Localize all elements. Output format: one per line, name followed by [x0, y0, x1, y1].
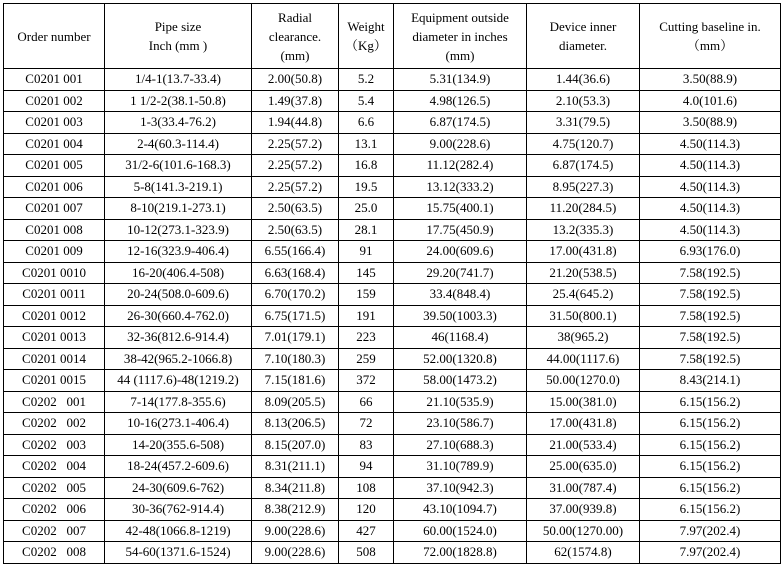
outside-diameter-cell: 31.10(789.9): [394, 456, 527, 478]
table-row: [4, 391, 781, 413]
outside-diameter-cell: 52.00(1320.8): [394, 348, 527, 370]
cutting-baseline-cell: 6.93(176.0): [640, 241, 781, 263]
table-row: [4, 305, 781, 327]
order-number-cell: C0201 0011: [4, 284, 105, 306]
cutting-baseline-cell: 4.50(114.3): [640, 219, 781, 241]
weight-cell: 13.1: [339, 133, 394, 155]
cutting-baseline-cell: 7.58(192.5): [640, 348, 781, 370]
cutting-baseline-header: [640, 4, 781, 69]
radial-clearance-cell: 9.00(228.6): [252, 542, 339, 564]
weight-cell: 120: [339, 499, 394, 521]
pipe-size-cell: 20-24(508.0-609.6): [105, 284, 252, 306]
cutting-baseline-cell: 4.50(114.3): [640, 176, 781, 198]
order-number-cell: C0201 004: [4, 133, 105, 155]
inner-diameter-cell: 17.00(431.8): [527, 413, 640, 435]
inner-diameter-cell: 2.10(53.3): [527, 90, 640, 112]
outside-diameter-cell: 27.10(688.3): [394, 434, 527, 456]
weight-cell: 72: [339, 413, 394, 435]
order-number-cell: C0202 001: [4, 391, 105, 413]
pipe-size-cell: 14-20(355.6-508): [105, 434, 252, 456]
order-number-cell: C0201 0014: [4, 348, 105, 370]
weight-cell: 108: [339, 477, 394, 499]
pipe-size-cell: 1 1/2-2(38.1-50.8): [105, 90, 252, 112]
radial-clearance-cell: 2.25(57.2): [252, 155, 339, 177]
weight-cell: 145: [339, 262, 394, 284]
radial-clearance-cell: 8.31(211.1): [252, 456, 339, 478]
outside-diameter-cell: 17.75(450.9): [394, 219, 527, 241]
table-row: [4, 413, 781, 435]
header-line: Order number: [17, 28, 91, 44]
outside-diameter-cell: 23.10(586.7): [394, 413, 527, 435]
radial-clearance-cell: 2.50(63.5): [252, 198, 339, 220]
inner-diameter-cell: 44.00(1117.6): [527, 348, 640, 370]
inner-diameter-cell: 31.00(787.4): [527, 477, 640, 499]
table-row: [4, 155, 781, 177]
inner-diameter-cell: 62(1574.8): [527, 542, 640, 564]
inner-diameter-cell: 17.00(431.8): [527, 241, 640, 263]
inner-diameter-cell: 31.50(800.1): [527, 305, 640, 327]
cutting-baseline-cell: 6.15(156.2): [640, 413, 781, 435]
weight-cell: 223: [339, 327, 394, 349]
outside-diameter-cell: 21.10(535.9): [394, 391, 527, 413]
inner-diameter-cell: 21.20(538.5): [527, 262, 640, 284]
order-number-cell: C0201 007: [4, 198, 105, 220]
radial-clearance-cell: 6.55(166.4): [252, 241, 339, 263]
table-row: [4, 499, 781, 521]
order-number-cell: C0201 008: [4, 219, 105, 241]
table-row: [4, 112, 781, 134]
radial-clearance-cell: 7.10(180.3): [252, 348, 339, 370]
order-number-cell: C0202 004: [4, 456, 105, 478]
pipe-size-cell: 1/4-1(13.7-33.4): [105, 69, 252, 91]
pipe-size-cell: 32-36(812.6-914.4): [105, 327, 252, 349]
header-line: Device inner: [549, 19, 617, 34]
weight-cell: 427: [339, 520, 394, 542]
table-row: [4, 348, 781, 370]
order-number-cell: C0201 002: [4, 90, 105, 112]
inner-diameter-header: [527, 4, 640, 69]
cutting-baseline-cell: 4.50(114.3): [640, 133, 781, 155]
cutting-baseline-cell: 3.50(88.9): [640, 112, 781, 134]
inner-diameter-cell: 25.4(645.2): [527, 284, 640, 306]
order-number-header: [4, 4, 105, 69]
outside-diameter-cell: 33.4(848.4): [394, 284, 527, 306]
cutting-baseline-cell: 6.15(156.2): [640, 477, 781, 499]
pipe-size-cell: 31/2-6(101.6-168.3): [105, 155, 252, 177]
outside-diameter-header: [394, 4, 527, 69]
radial-clearance-cell: 8.38(212.9): [252, 499, 339, 521]
weight-cell: 66: [339, 391, 394, 413]
header-line: Radial: [278, 9, 312, 25]
outside-diameter-cell: 24.00(609.6): [394, 241, 527, 263]
inner-diameter-cell: 21.00(533.4): [527, 434, 640, 456]
header-row: [4, 4, 781, 69]
weight-cell: 159: [339, 284, 394, 306]
weight-cell: 191: [339, 305, 394, 327]
outside-diameter-cell: 5.31(134.9): [394, 69, 527, 91]
cutting-baseline-cell: 7.58(192.5): [640, 327, 781, 349]
order-number-cell: C0201 0015: [4, 370, 105, 392]
order-number-cell: C0202 005: [4, 477, 105, 499]
order-number-cell: C0201 0013: [4, 327, 105, 349]
pipe-size-cell: 24-30(609.6-762): [105, 477, 252, 499]
radial-clearance-cell: 9.00(228.6): [252, 520, 339, 542]
spec-table-container: [3, 3, 781, 564]
header-line: Pipe size: [154, 19, 202, 34]
weight-header: [339, 4, 394, 69]
pipe-size-cell: 2-4(60.3-114.4): [105, 133, 252, 155]
cutting-baseline-cell: 7.97(202.4): [640, 520, 781, 542]
cutting-baseline-cell: 4.0(101.6): [640, 90, 781, 112]
inner-diameter-cell: 25.00(635.0): [527, 456, 640, 478]
inner-diameter-cell: 1.44(36.6): [527, 69, 640, 91]
weight-cell: 508: [339, 542, 394, 564]
outside-diameter-cell: 60.00(1524.0): [394, 520, 527, 542]
outside-diameter-cell: 15.75(400.1): [394, 198, 527, 220]
table-row: [4, 90, 781, 112]
table-header: [4, 4, 781, 69]
outside-diameter-cell: 43.10(1094.7): [394, 499, 527, 521]
order-number-cell: C0201 005: [4, 155, 105, 177]
weight-cell: 5.4: [339, 90, 394, 112]
table-row: [4, 176, 781, 198]
inner-diameter-cell: 11.20(284.5): [527, 198, 640, 220]
order-number-cell: C0202 006: [4, 499, 105, 521]
pipe-size-cell: 18-24(457.2-609.6): [105, 456, 252, 478]
radial-clearance-cell: 7.01(179.1): [252, 327, 339, 349]
pipe-size-cell: 42-48(1066.8-1219): [105, 520, 252, 542]
pipe-size-cell: 8-10(219.1-273.1): [105, 198, 252, 220]
table-row: [4, 327, 781, 349]
cutting-baseline-cell: 7.58(192.5): [640, 262, 781, 284]
header-line: Weight: [347, 19, 385, 34]
table-body: [4, 69, 781, 564]
pipe-size-cell: 10-12(273.1-323.9): [105, 219, 252, 241]
pipe-size-header: [105, 4, 252, 69]
weight-cell: 28.1: [339, 219, 394, 241]
weight-cell: 83: [339, 434, 394, 456]
radial-clearance-cell: 7.15(181.6): [252, 370, 339, 392]
inner-diameter-cell: 4.75(120.7): [527, 133, 640, 155]
table-row: [4, 370, 781, 392]
inner-diameter-cell: 50.00(1270.00): [527, 520, 640, 542]
outside-diameter-cell: 11.12(282.4): [394, 155, 527, 177]
order-number-cell: C0201 003: [4, 112, 105, 134]
cutting-baseline-cell: 6.15(156.2): [640, 499, 781, 521]
radial-clearance-cell: 2.25(57.2): [252, 133, 339, 155]
order-number-cell: C0201 009: [4, 241, 105, 263]
cutting-baseline-cell: 4.50(114.3): [640, 155, 781, 177]
outside-diameter-cell: 39.50(1003.3): [394, 305, 527, 327]
table-row: [4, 219, 781, 241]
outside-diameter-cell: 29.20(741.7): [394, 262, 527, 284]
table-row: [4, 434, 781, 456]
table-row: [4, 542, 781, 564]
pipe-size-cell: 10-16(273.1-406.4): [105, 413, 252, 435]
header-line: Cutting baseline in.: [659, 19, 761, 34]
pipe-size-cell: 7-14(177.8-355.6): [105, 391, 252, 413]
order-number-cell: C0202 002: [4, 413, 105, 435]
header-line: diameter.: [558, 38, 607, 53]
table-row: [4, 456, 781, 478]
table-row: [4, 284, 781, 306]
table-row: [4, 477, 781, 499]
inner-diameter-cell: 8.95(227.3): [527, 176, 640, 198]
header-line: clearance.: [268, 28, 322, 44]
inner-diameter-cell: 3.31(79.5): [527, 112, 640, 134]
order-number-cell: C0201 0012: [4, 305, 105, 327]
inner-diameter-cell: 6.87(174.5): [527, 155, 640, 177]
weight-cell: 16.8: [339, 155, 394, 177]
cutting-baseline-cell: 7.97(202.4): [640, 542, 781, 564]
radial-clearance-cell: 1.94(44.8): [252, 112, 339, 134]
cutting-baseline-cell: 6.15(156.2): [640, 391, 781, 413]
radial-clearance-cell: 2.25(57.2): [252, 176, 339, 198]
table-row: [4, 262, 781, 284]
weight-cell: 19.5: [339, 176, 394, 198]
weight-cell: 372: [339, 370, 394, 392]
inner-diameter-cell: 13.2(335.3): [527, 219, 640, 241]
cutting-baseline-cell: 7.58(192.5): [640, 305, 781, 327]
pipe-size-cell: 16-20(406.4-508): [105, 262, 252, 284]
inner-diameter-cell: 50.00(1270.0): [527, 370, 640, 392]
radial-clearance-cell: 2.50(63.5): [252, 219, 339, 241]
radial-clearance-cell: 6.63(168.4): [252, 262, 339, 284]
inner-diameter-cell: 38(965.2): [527, 327, 640, 349]
header-line: （Kg）: [345, 38, 387, 53]
weight-cell: 5.2: [339, 69, 394, 91]
pipe-size-cell: 5-8(141.3-219.1): [105, 176, 252, 198]
header-line: （mm）: [686, 38, 734, 53]
header-line: diameter in inches: [412, 28, 508, 44]
radial-clearance-cell: 2.00(50.8): [252, 69, 339, 91]
weight-cell: 259: [339, 348, 394, 370]
pipe-size-cell: 26-30(660.4-762.0): [105, 305, 252, 327]
pipe-size-cell: 44 (1117.6)-48(1219.2): [105, 370, 252, 392]
pipe-size-cell: 12-16(323.9-406.4): [105, 241, 252, 263]
header-line: (mm): [445, 47, 475, 63]
cutting-baseline-cell: 8.43(214.1): [640, 370, 781, 392]
weight-cell: 25.0: [339, 198, 394, 220]
radial-clearance-cell: 6.70(170.2): [252, 284, 339, 306]
cutting-machine-spec-table: [3, 3, 781, 564]
outside-diameter-cell: 58.00(1473.2): [394, 370, 527, 392]
outside-diameter-cell: 37.10(942.3): [394, 477, 527, 499]
pipe-size-cell: 54-60(1371.6-1524): [105, 542, 252, 564]
radial-clearance-cell: 8.34(211.8): [252, 477, 339, 499]
header-line: Inch (mm ): [148, 38, 208, 53]
order-number-cell: C0201 006: [4, 176, 105, 198]
pipe-size-cell: 30-36(762-914.4): [105, 499, 252, 521]
header-line: (mm): [280, 47, 310, 63]
table-row: [4, 241, 781, 263]
table-row: [4, 133, 781, 155]
weight-cell: 94: [339, 456, 394, 478]
outside-diameter-cell: 13.12(333.2): [394, 176, 527, 198]
outside-diameter-cell: 72.00(1828.8): [394, 542, 527, 564]
order-number-cell: C0202 007: [4, 520, 105, 542]
order-number-cell: C0201 0010: [4, 262, 105, 284]
header-line: Equipment outside: [411, 9, 509, 25]
order-number-cell: C0202 008: [4, 542, 105, 564]
radial-clearance-cell: 8.15(207.0): [252, 434, 339, 456]
inner-diameter-cell: 37.00(939.8): [527, 499, 640, 521]
table-row: [4, 198, 781, 220]
cutting-baseline-cell: 3.50(88.9): [640, 69, 781, 91]
weight-cell: 91: [339, 241, 394, 263]
table-row: [4, 520, 781, 542]
table-row: [4, 69, 781, 91]
outside-diameter-cell: 6.87(174.5): [394, 112, 527, 134]
outside-diameter-cell: 4.98(126.5): [394, 90, 527, 112]
radial-clearance-cell: 6.75(171.5): [252, 305, 339, 327]
radial-clearance-header: [252, 4, 339, 69]
cutting-baseline-cell: 6.15(156.2): [640, 434, 781, 456]
cutting-baseline-cell: 4.50(114.3): [640, 198, 781, 220]
pipe-size-cell: 38-42(965.2-1066.8): [105, 348, 252, 370]
inner-diameter-cell: 15.00(381.0): [527, 391, 640, 413]
radial-clearance-cell: 8.09(205.5): [252, 391, 339, 413]
weight-cell: 6.6: [339, 112, 394, 134]
pipe-size-cell: 1-3(33.4-76.2): [105, 112, 252, 134]
radial-clearance-cell: 8.13(206.5): [252, 413, 339, 435]
order-number-cell: C0201 001: [4, 69, 105, 91]
outside-diameter-cell: 46(1168.4): [394, 327, 527, 349]
order-number-cell: C0202 003: [4, 434, 105, 456]
outside-diameter-cell: 9.00(228.6): [394, 133, 527, 155]
cutting-baseline-cell: 7.58(192.5): [640, 284, 781, 306]
cutting-baseline-cell: 6.15(156.2): [640, 456, 781, 478]
radial-clearance-cell: 1.49(37.8): [252, 90, 339, 112]
